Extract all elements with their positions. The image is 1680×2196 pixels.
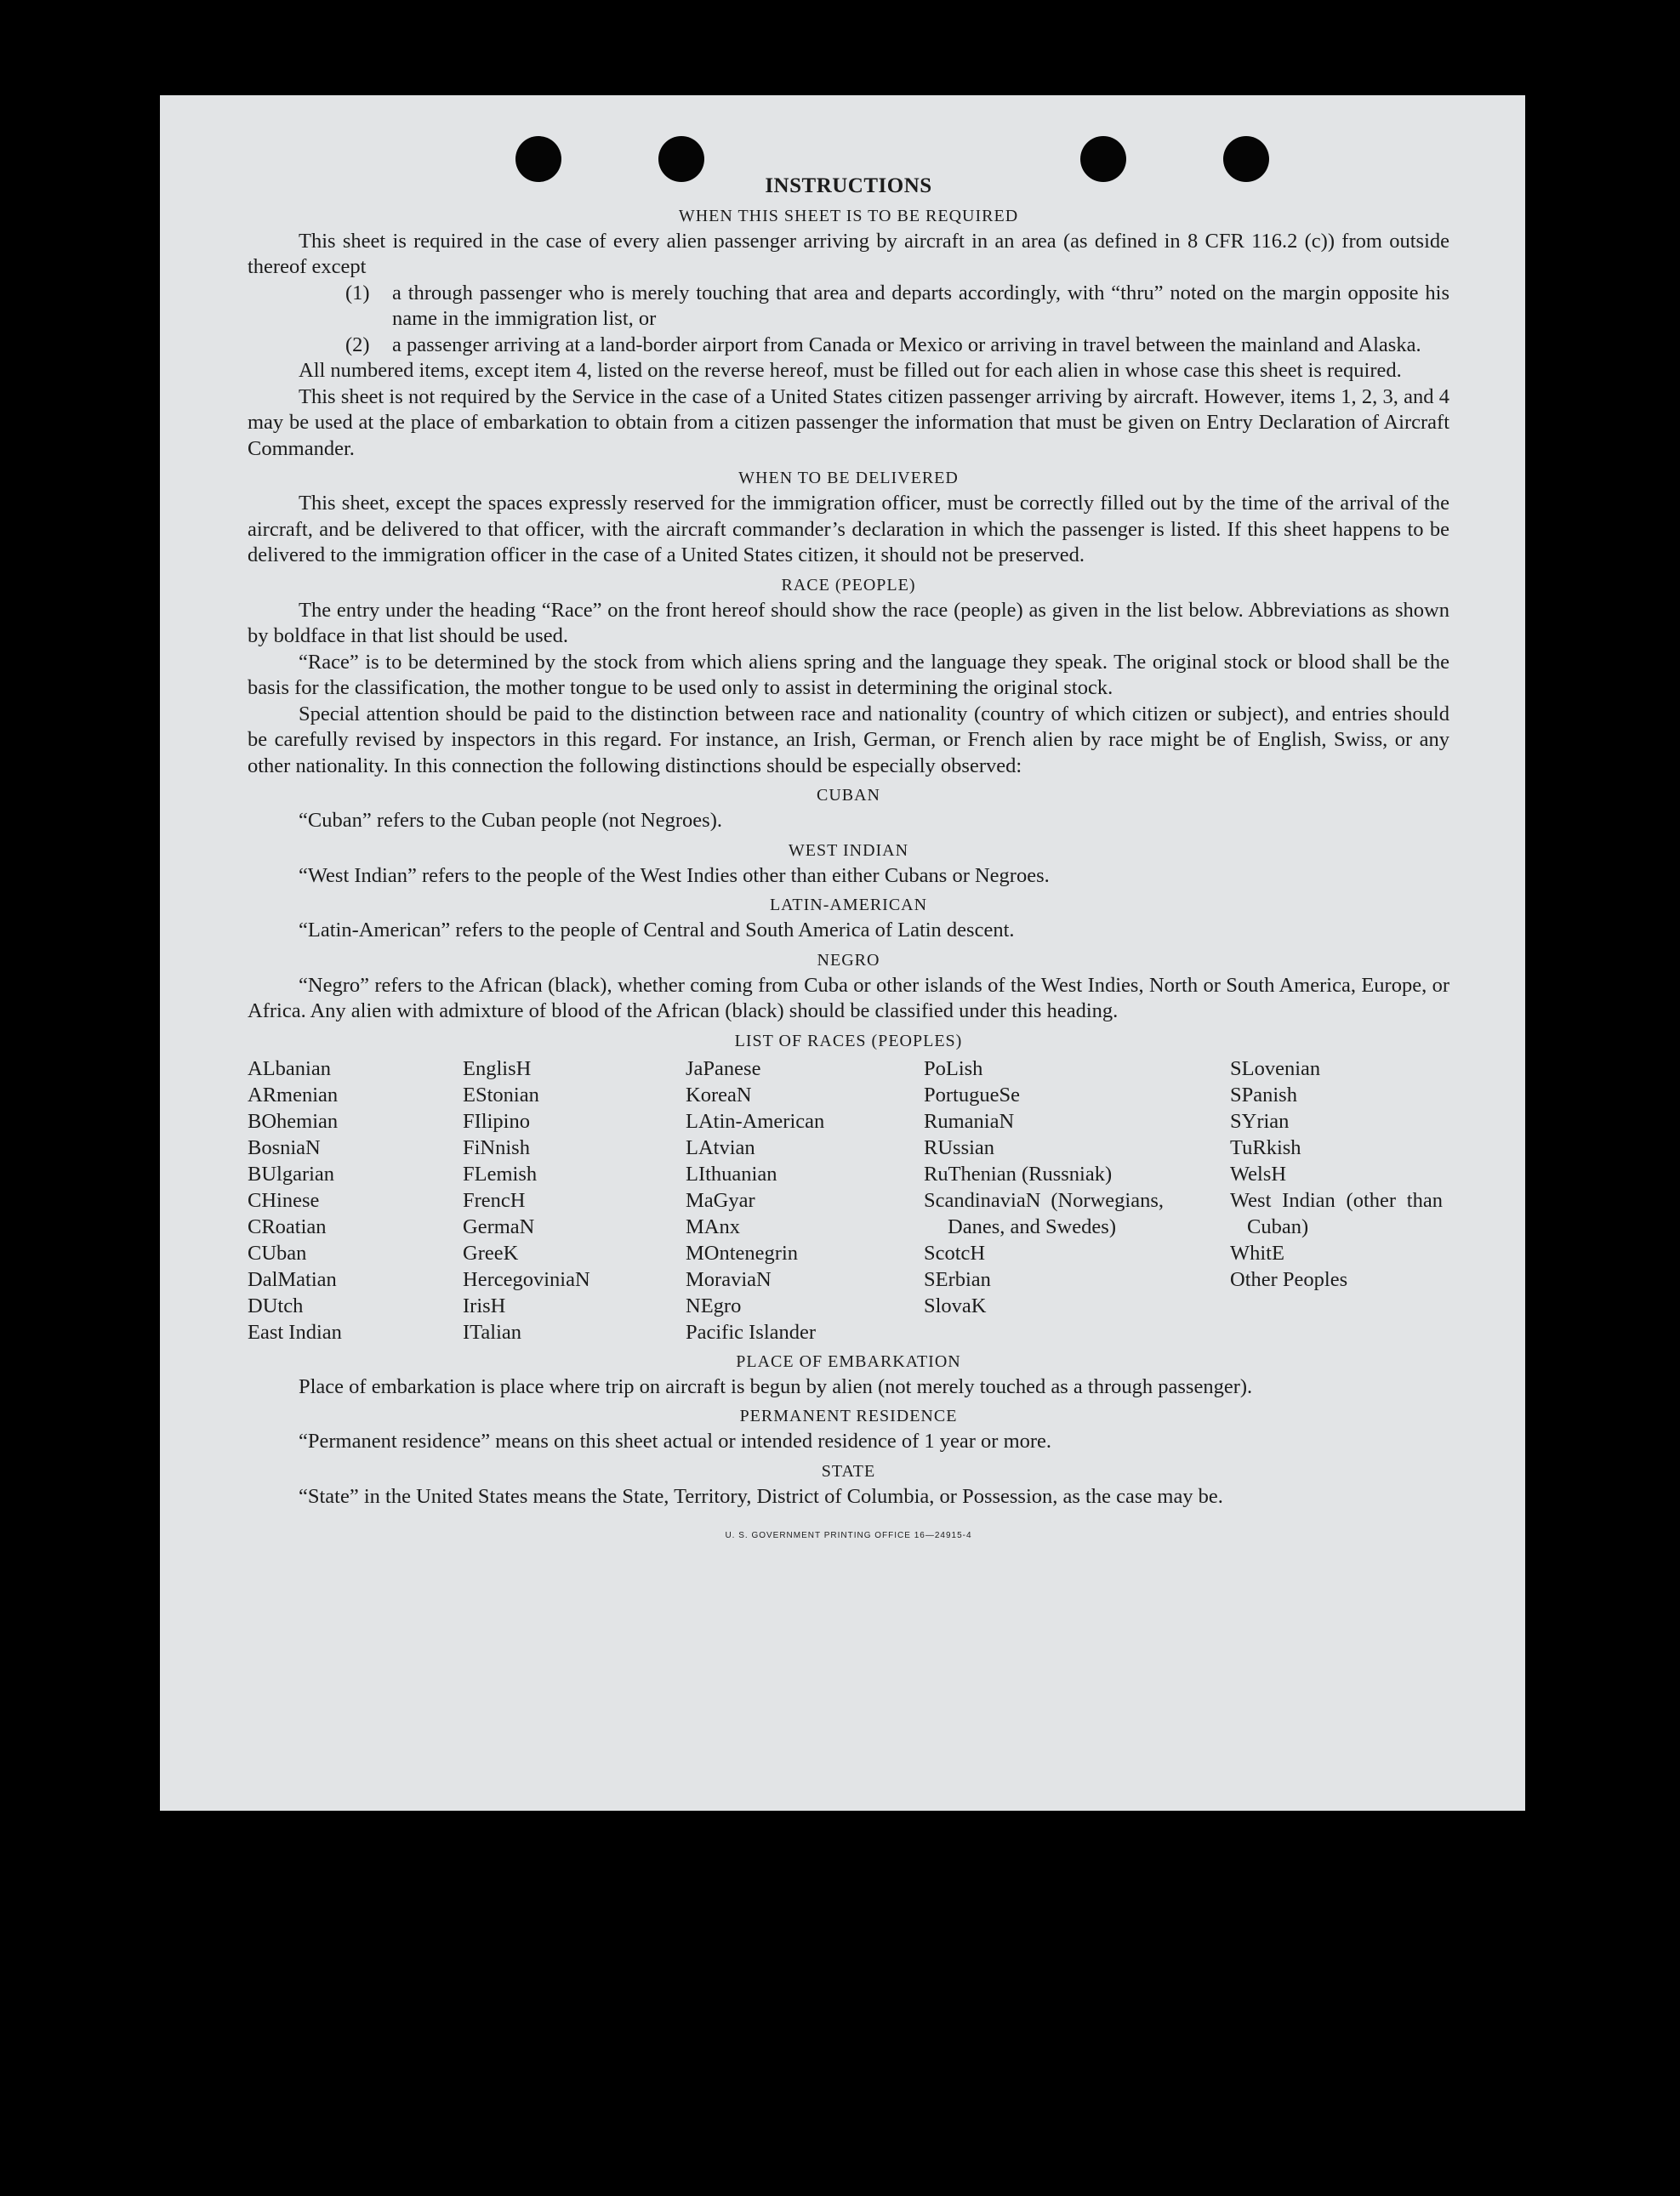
race-entry: Other Peoples — [1230, 1267, 1348, 1291]
race-entry: LIthuanian — [686, 1162, 777, 1186]
paragraph: This sheet, except the spaces expressly reserved for the immigration officer, must be correctly filled out by the time of the arrival of the aircraft, and be delivered to that officer, with the aircraft commander’s declaration in which the passenger is listed. If this sheet happens to be delivered to the immigration officer in the case of a United States citizen, it should not be preserved. — [248, 492, 1449, 566]
item-text: a through passenger who is merely touching that area and departs accordingly, with “thru” noted on the margin opposite his name in the immigration list, or — [392, 281, 1449, 330]
race-entry: MAnx — [686, 1215, 740, 1238]
race-entry: GreeK — [463, 1241, 519, 1265]
race-entry: East Indian — [248, 1320, 342, 1344]
section-heading: NEGRO — [817, 950, 880, 970]
race-entry: West Indian (other than Cuban) — [1230, 1188, 1443, 1238]
paragraph: Special attention should be paid to the distinction between race and nationality (country of which citizen or subject), and entries should be carefully revised by inspectors in this regard. For instance, an Irish, German, or French alien by race might be of English, Swiss, or any other nationality. In this connection the following distinctions should be especially observed: — [248, 702, 1449, 777]
race-entry: ScotcH — [924, 1241, 986, 1265]
race-entry: BosniaN — [248, 1135, 321, 1159]
race-entry: CUban — [248, 1241, 307, 1265]
race-entry: CHinese — [248, 1188, 320, 1212]
section-heading: RACE (PEOPLE) — [781, 575, 916, 595]
section-heading: WEST INDIAN — [788, 840, 909, 860]
race-entry: LAtvian — [686, 1135, 755, 1159]
race-entry: KoreaN — [686, 1083, 752, 1107]
race-entry: ALbanian — [248, 1056, 331, 1080]
race-column — [1179, 1055, 1443, 1345]
race-entry: FrencH — [463, 1188, 526, 1212]
race-entry: MaGyar — [686, 1188, 755, 1212]
paragraph: The entry under the heading “Race” on the front hereof should show the race (people) as given in the list below. Abbreviations as shown by boldface in that list should be used. — [248, 598, 1449, 647]
race-entry: ARmenian — [248, 1083, 339, 1107]
paragraph: This sheet is not required by the Service in the case of a United States citizen passenger arriving by aircraft. However, items 1, 2, 3, and 4 may be used at the place of embarkation to obtain from a citizen passenger the information that must be given on Entry Declaration of Aircraft Commander. — [248, 384, 1449, 460]
race-entry: TuRkish — [1230, 1135, 1301, 1159]
race-entry: RUssian — [924, 1135, 995, 1159]
paragraph: Place of embarkation is place where trip on aircraft is begun by alien (not merely touched as a through passenger). — [299, 1374, 1253, 1398]
race-entry: BOhemian — [248, 1109, 339, 1133]
race-entry: CRoatian — [248, 1215, 327, 1238]
race-entry: PoLish — [924, 1056, 983, 1080]
section-heading: WHEN TO BE DELIVERED — [738, 469, 959, 487]
race-list — [248, 1055, 1449, 1345]
section-heading: LIST OF RACES (PEOPLES) — [734, 1031, 963, 1050]
race-entry: WelsH — [1230, 1162, 1287, 1186]
page-title: INSTRUCTIONS — [765, 174, 932, 197]
list-item — [248, 333, 1449, 359]
printer-imprint: U. S. GOVERNMENT PRINTING OFFICE 16—24915-4 — [725, 1531, 972, 1540]
race-entry: SYrian — [1230, 1109, 1290, 1133]
race-entry: BUlgarian — [248, 1162, 335, 1186]
race-entry: DalMatian — [248, 1267, 337, 1291]
race-entry: HercegoviniaN — [463, 1267, 590, 1291]
race-entry: ITalian — [463, 1320, 522, 1344]
section-heading: LATIN-AMERICAN — [769, 896, 928, 914]
paragraph: “Cuban” refers to the Cuban people (not Negroes). — [299, 809, 722, 832]
race-entry: EStonian — [463, 1083, 539, 1107]
race-entry: EnglisH — [463, 1056, 532, 1080]
paragraph: “Permanent residence” means on this sheet actual or intended residence of 1 year or more. — [299, 1430, 1052, 1453]
race-entry: FIlipino — [463, 1109, 530, 1133]
section-heading: PERMANENT RESIDENCE — [739, 1407, 958, 1425]
race-entry: IrisH — [463, 1294, 506, 1317]
section-heading: STATE — [821, 1461, 876, 1481]
race-entry: Pacific Islander — [686, 1320, 817, 1344]
race-entry: MoraviaN — [686, 1267, 772, 1291]
race-entry: PortugueSe — [924, 1083, 1020, 1107]
race-entry: ScandinaviaN (Norwegians, Danes, and Swedes) — [924, 1188, 1164, 1238]
race-entry: WhitE — [1230, 1241, 1284, 1265]
race-entry: SPanish — [1230, 1083, 1297, 1107]
item-text: a passenger arriving at a land-border airport from Canada or Mexico or arriving in travel between the mainland and Alaska. — [392, 333, 1421, 356]
paragraph: “West Indian” refers to the people of the West Indies other than either Cubans or Negroes. — [299, 863, 1050, 887]
race-column — [924, 1055, 1179, 1345]
race-entry: MOntenegrin — [686, 1241, 798, 1265]
race-entry: GermaN — [463, 1215, 535, 1238]
race-entry: RuThenian (Russniak) — [924, 1162, 1113, 1186]
paragraph: All numbered items, except item 4, listed on the reverse hereof, must be filled out for each alien in whose case this sheet is required. — [299, 359, 1402, 382]
race-entry: FLemish — [463, 1162, 538, 1186]
race-entry: JaPanese — [686, 1056, 761, 1080]
instructions-text — [248, 174, 1449, 1550]
section-heading: CUBAN — [816, 786, 880, 805]
item-number: (2) — [345, 333, 370, 356]
race-entry: DUtch — [248, 1294, 304, 1317]
race-column — [248, 1055, 463, 1345]
section-heading: WHEN THIS SHEET IS TO BE REQUIRED — [678, 206, 1019, 225]
race-entry: FiNnish — [463, 1135, 530, 1159]
paragraph: “State” in the United States means the State, Territory, District of Columbia, or Possession, as the case may be. — [299, 1484, 1223, 1508]
race-entry: RumaniaN — [924, 1109, 1015, 1133]
paragraph: “Latin-American” refers to the people of Central and South America of Latin descent. — [299, 919, 1015, 942]
race-entry: SLovenian — [1230, 1056, 1321, 1080]
list-item — [248, 281, 1449, 333]
section-heading: PLACE OF EMBARKATION — [736, 1351, 961, 1371]
race-entry: SErbian — [924, 1267, 991, 1291]
race-entry: NEgro — [686, 1294, 742, 1317]
paragraph: “Race” is to be determined by the stock from which aliens spring and the language they speak. The original stock or blood shall be the basis for the classification, the mother tongue to be used only to assist in determining the original stock. — [248, 650, 1449, 699]
paragraph: This sheet is required in the case of every alien passenger arriving by aircraft in an area (as defined in 8 CFR 116.2 (c)) from outside thereof except — [248, 229, 1449, 278]
item-number: (1) — [345, 281, 370, 304]
paragraph: “Negro” refers to the African (black), whether coming from Cuba or other islands of the West Indies, North or South America, Europe, or Africa. Any alien with admixture of blood of the African (black) should be classified under this heading. — [248, 973, 1449, 1022]
race-column — [686, 1055, 924, 1345]
race-column — [463, 1055, 686, 1345]
race-entry: LAtin-American — [686, 1109, 825, 1133]
race-entry: SlovaK — [924, 1294, 987, 1317]
document-sheet — [160, 95, 1525, 1811]
